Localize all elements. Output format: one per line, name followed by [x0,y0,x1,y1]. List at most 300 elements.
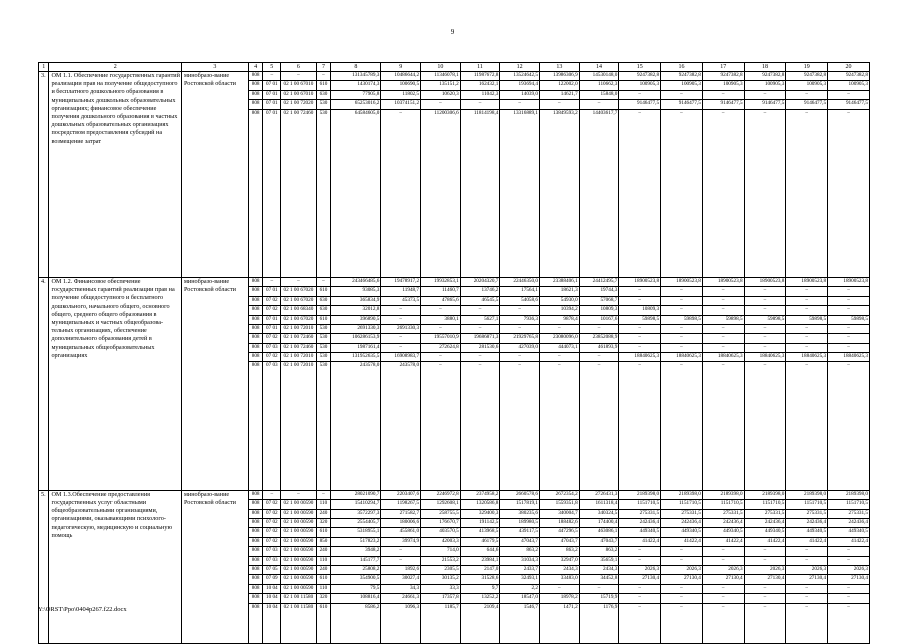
amount-cell: 18900523,8 [702,277,744,286]
column-number-cell: 4 [248,63,263,72]
column-number-cell: 9 [381,63,421,72]
amount-cell: 1320586,8 [460,500,500,509]
amount-cell: 5627,1 [460,315,500,324]
amount-cell: 1151710,5 [619,500,661,509]
budget-code-cell: – [316,72,331,81]
amount-cell: 2189398,0 [786,490,828,499]
amount-cell: 1430174,3 [331,81,381,90]
amount-cell: 1517819,1 [500,500,540,509]
budget-code-cell: 02 1 00 11580 [281,603,316,643]
amount-cell: 93085,3 [331,287,381,296]
amount-cell: – [460,306,500,315]
amount-cell: 281530,6 [460,343,500,352]
executor: минобразо-вание Ростовской области [182,490,249,643]
amount-cell: 449340,5 [828,528,870,537]
amount-cell: – [460,100,500,109]
column-number-cell: 11 [460,63,500,72]
amount-cell: – [661,343,703,352]
amount-cell: – [786,324,828,333]
amount-cell: – [619,343,661,352]
budget-code-cell: 02 1 00 68340 [281,306,316,315]
amount-cell: 2026,3 [786,565,828,574]
amount-cell: 18840625,3 [619,353,661,362]
amount-cell: 2026,3 [661,565,703,574]
amount-cell: 10374151,2 [381,100,421,109]
budget-code-cell: 10 04 [263,584,281,593]
amount-cell: 20204320,7 [460,277,500,286]
amount-cell: – [661,556,703,565]
amount-cell: – [661,324,703,333]
budget-code-cell: 07 02 [263,306,281,315]
amount-cell: 9146477,5 [702,100,744,109]
budget-code-cell: 240 [316,547,331,556]
amount-cell: – [381,334,421,343]
budget-code-cell: 808 [248,547,263,556]
amount-cell: – [702,109,744,277]
column-number-cell: 20 [828,63,870,72]
budget-code-cell: 02 1 00 00590 [281,509,316,518]
amount-cell: 23984,1 [460,556,500,565]
budget-code-cell: 808 [248,287,263,296]
amount-cell: 27130,4 [828,575,870,584]
amount-cell: 2433,7 [500,565,540,574]
amount-cell: 9146477,5 [661,100,703,109]
amount-cell: 65253016,2 [331,100,381,109]
amount-cell: 108816,4 [331,594,381,603]
amount-cell: – [460,324,500,333]
amount-cell: 863,2 [579,547,619,556]
amount-cell: – [828,109,870,277]
amount-cell: 59898,5 [744,315,786,324]
amount-cell: – [381,556,421,565]
budget-code-cell: 610 [316,81,331,90]
amount-cell: 11802,5 [381,90,421,99]
budget-code-cell: 02 1 00 00590 [281,565,316,574]
amount-cell: – [702,547,744,556]
amount-cell: 17564,1 [500,287,540,296]
amount-cell: – [702,584,744,593]
budget-code-cell: 02 1 00 72010 [281,353,316,362]
amount-cell: – [619,90,661,99]
budget-code-cell: 07 05 [263,565,281,574]
amount-cell: 100905,3 [786,81,828,90]
budget-code-cell: – [316,277,331,286]
amount-cell: 242436,4 [702,519,744,528]
amount-cell: 2434,3 [579,565,619,574]
amount-cell: – [579,362,619,490]
amount-cell: – [744,287,786,296]
budget-code-cell: 07 02 [263,334,281,343]
budget-code-cell: 320 [316,594,331,603]
amount-cell: 27130,4 [702,575,744,584]
budget-code-cell: 808 [248,90,263,99]
amount-cell: 2109,4 [460,603,500,643]
table-row [39,277,870,286]
amount-cell: 455861,0 [381,528,421,537]
budget-code-cell: 07 01 [263,81,281,90]
amount-cell: 13316889,1 [500,109,540,277]
amount-cell: 41422,4 [619,537,661,546]
amount-cell: – [702,362,744,490]
amount-cell: – [702,90,744,99]
budget-code-cell: – [281,277,316,286]
amount-cell: 380235,6 [500,509,540,518]
amount-cell: 1611318,4 [579,500,619,509]
column-number-cell: 2 [49,63,182,72]
budget-code-cell: 808 [248,556,263,565]
amount-cell: 427039,0 [500,343,540,352]
amount-cell: 18840625,3 [702,353,744,362]
budget-code-cell: 808 [248,334,263,343]
column-number-cell: 10 [421,63,461,72]
column-number-cell: 3 [182,63,249,72]
amount-cell: 13746,2 [460,287,500,296]
budget-code-cell: 02 1 00 00590 [281,537,316,546]
budget-code-cell: 808 [248,315,263,324]
amount-cell: – [661,109,703,277]
budget-code-cell: 07 03 [263,343,281,352]
amount-cell: 27130,4 [661,575,703,584]
amount-cell: 57068,7 [579,296,619,305]
amount-cell: 1151710,5 [786,500,828,509]
amount-cell: 110662,3 [579,81,619,90]
amount-cell: 180006,6 [381,519,421,528]
budget-code-cell: 240 [316,509,331,518]
amount-cell: 47043,7 [500,537,540,546]
budget-code-cell: 808 [248,109,263,277]
budget-code-cell: 320 [316,519,331,528]
amount-cell: – [828,584,870,593]
amount-cell: – [579,324,619,333]
amount-cell: 3572297,3 [331,509,381,518]
amount-cell: 1151710,5 [828,500,870,509]
amount-cell: 34452,8 [579,575,619,584]
budget-code-cell: 808 [248,575,263,584]
amount-cell: 10486644,2 [381,72,421,81]
amount-cell: 439117,5 [500,528,540,537]
budget-code-cell: 02 1 00 72010 [281,324,316,333]
amount-cell: 1185,7 [421,603,461,643]
amount-cell: 33483,0 [540,575,580,584]
amount-cell: 2691330,3 [381,324,421,333]
amount-cell: 54058,6 [500,296,540,305]
amount-cell: 32947,0 [540,556,580,565]
amount-cell: 9247382,8 [828,72,870,81]
amount-cell: 23852088,9 [579,334,619,343]
amount-cell: 7936,3 [500,315,540,324]
amount-cell: – [828,334,870,343]
measure-title: ОМ 1.3.Обеспечение предоставления государственных услуг областными общеобразовательными организациями, организациями, оказывающими психолого-педагогическую, медицинскую и социальную помощь [49,490,182,643]
budget-code-cell: 07 02 [263,296,281,305]
amount-cell: 1096,3 [381,603,421,643]
amount-cell: 275331,5 [702,509,744,518]
amount-cell: 27130,4 [619,575,661,584]
amount-cell: 59898,5 [786,315,828,324]
amount-cell: 135151,2 [421,81,461,90]
amount-cell: 10167,6 [579,315,619,324]
amount-cell: – [421,100,461,109]
budget-code-cell: 10 04 [263,594,281,603]
amount-cell: 45373,5 [381,296,421,305]
amount-cell: 22446350,0 [500,277,540,286]
row-number: 3. [39,72,49,278]
amount-cell: – [702,296,744,305]
amount-cell: 444073,1 [540,343,580,352]
amount-cell: 9247382,8 [702,72,744,81]
amount-cell: 2026,3 [702,565,744,574]
table-body [39,63,870,644]
amount-cell: 131345789,3 [331,72,381,81]
amount-cell: 10620,3 [421,90,461,99]
amount-cell: 2189398,0 [661,490,703,499]
budget-code-cell: 07 03 [263,362,281,490]
budget-code-cell: 110 [316,556,331,565]
amount-cell: – [744,306,786,315]
amount-cell: 2026,3 [619,565,661,574]
amount-cell: 59898,5 [828,315,870,324]
amount-cell: 1198267,5 [381,500,421,509]
column-number-cell: 16 [661,63,703,72]
budget-code-cell: 07 01 [263,90,281,99]
budget-code-cell: 02 1 00 67010 [281,90,316,99]
amount-cell: – [744,343,786,352]
budget-code-cell: 07 03 [263,556,281,565]
amount-cell: 2726431,3 [579,490,619,499]
amount-cell: 47043,7 [540,537,580,546]
amount-cell: 1892,6 [381,565,421,574]
amount-cell: 1176,9 [579,603,619,643]
amount-cell: 275331,5 [619,509,661,518]
amount-cell: – [702,324,744,333]
amount-cell: – [828,594,870,603]
budget-code-cell: 02 1 00 00590 [281,547,316,556]
amount-cell: 9247382,8 [744,72,786,81]
amount-cell: 174400,4 [579,519,619,528]
budget-code-cell: 808 [248,537,263,546]
amount-cell: – [702,306,744,315]
amount-cell: – [744,547,786,556]
amount-cell: – [661,296,703,305]
amount-cell: 41422,4 [702,537,744,546]
amount-cell: – [661,547,703,556]
amount-cell: 2203407,6 [381,490,421,499]
budget-code-cell: 808 [248,565,263,574]
amount-cell: 18840625,3 [744,353,786,362]
amount-cell: 2,2 [500,584,540,593]
amount-cell: – [619,547,661,556]
amount-cell: 18900523,8 [786,277,828,286]
amount-cell: 644,6 [460,547,500,556]
column-number-cell: 13 [540,63,580,72]
budget-code-cell: 07 02 [263,519,281,528]
budget-code-cell: 808 [248,584,263,593]
budget-code-cell: 530 [316,109,331,277]
amount-cell: 145177,7 [331,556,381,565]
amount-cell: 25808,2 [331,565,381,574]
amount-cell: 31528,6 [460,575,500,584]
amount-cell: – [786,287,828,296]
amount-cell: – [661,334,703,343]
amount-cell: 449340,5 [702,528,744,537]
amount-cell: 59898,5 [702,315,744,324]
budget-code-cell: 808 [248,353,263,362]
amount-cell: 33,3 [421,584,461,593]
amount-cell: – [661,90,703,99]
budget-code-cell: 530 [316,362,331,490]
amount-cell: 19478917,2 [381,277,421,286]
budget-code-cell: 808 [248,362,263,490]
amount-cell: 275331,5 [828,509,870,518]
amount-cell: 275331,5 [661,509,703,518]
amount-cell: – [786,556,828,565]
amount-cell: – [744,324,786,333]
amount-cell: 10809,3 [579,306,619,315]
amount-cell: – [421,362,461,490]
amount-cell: 1546,7 [500,603,540,643]
amount-cell: 11200306,6 [421,109,461,277]
amount-cell: 2434,3 [540,565,580,574]
amount-cell: 2246972,8 [421,490,461,499]
amount-cell: 2189398,0 [828,490,870,499]
amount-cell: 35659,1 [579,556,619,565]
amount-cell: – [381,306,421,315]
amount-cell: 19557010,9 [421,334,461,343]
budget-code-cell: 07 09 [263,575,281,584]
amount-cell: – [786,594,828,603]
budget-code-cell: 808 [248,519,263,528]
amount-cell: – [702,594,744,603]
column-number-cell: 19 [786,63,828,72]
budget-code-cell: 610 [316,528,331,537]
amount-cell: 189980,5 [500,519,540,528]
budget-code-cell: 07 02 [263,353,281,362]
budget-code-cell: 240 [316,565,331,574]
amount-cell: – [619,109,661,277]
amount-cell: 1151710,5 [702,500,744,509]
amount-cell: – [381,343,421,352]
budget-code-cell: 02 1 00 67020 [281,287,316,296]
amount-cell: – [619,603,661,643]
amount-cell: – [500,362,540,490]
amount-cell: – [828,287,870,296]
amount-cell: – [661,306,703,315]
amount-cell: 18840625,3 [828,353,870,362]
table-row [39,72,870,81]
column-number-cell: 6 [281,63,316,72]
budget-code-cell: 808 [248,343,263,352]
budget-code-cell: 07 01 [263,100,281,109]
amount-cell: 2660578,6 [500,490,540,499]
column-number-cell: 12 [500,63,540,72]
amount-cell: 10394,2 [540,306,580,315]
amount-cell: 2147,0 [460,565,500,574]
amount-cell: – [661,584,703,593]
amount-cell: 47865,6 [421,296,461,305]
amount-cell: – [702,603,744,643]
measure-title: ОМ 1.2. Финансовое обеспечение государственных гарантий реализации прав на получение общедоступного и бесплатного дошкольного, начального общего, основного общего, среднего общего образования в муниципальных и частных общеобразова-тельных организациях, обеспечение дополнительного образования детей в муниципальных общеобразовательных организациях [49,277,182,490]
executor: минобразо-вание Ростовской области [182,277,249,490]
budget-code-cell: 808 [248,509,263,518]
amount-cell: 39974,9 [381,537,421,546]
amount-cell: 9146477,5 [828,100,870,109]
column-number-cell: 15 [619,63,661,72]
budget-code-cell: 110 [316,584,331,593]
amount-cell: 32012,8 [331,306,381,315]
amount-cell: – [661,362,703,490]
amount-cell: – [786,343,828,352]
amount-cell: 18547,0 [500,594,540,603]
amount-cell: 18621,3 [540,287,580,296]
amount-cell: – [828,547,870,556]
amount-cell: 463086,1 [579,528,619,537]
amount-cell: 271582,7 [381,509,421,518]
amount-cell: 17357,8 [421,594,461,603]
amount-cell: 2189398,0 [702,490,744,499]
amount-cell: 242436,4 [619,519,661,528]
amount-cell: 329400,3 [460,509,500,518]
budget-code-cell: 07 01 [263,324,281,333]
amount-cell: 340004,7 [540,509,580,518]
amount-cell: 354900,5 [331,575,381,584]
amount-cell: – [828,324,870,333]
amount-cell: 863,2 [500,547,540,556]
amount-cell: – [744,594,786,603]
amount-cell: 365834,9 [331,296,381,305]
amount-cell: 193694,4 [500,81,540,90]
budget-code-cell: 07 01 [263,109,281,277]
row-number: 4. [39,277,49,490]
amount-cell: 9247382,8 [661,72,703,81]
amount-cell: 15410294,7 [331,500,381,509]
amount-cell: – [500,353,540,362]
amount-cell: 11948,7 [381,287,421,296]
amount-cell: – [579,353,619,362]
amount-cell: 41422,4 [786,537,828,546]
amount-cell: – [579,100,619,109]
amount-cell: 517823,2 [331,537,381,546]
budget-code-cell: 10 04 [263,603,281,643]
amount-cell: 10809,3 [619,306,661,315]
budget-code-cell: 07 02 [263,528,281,537]
amount-cell: 18900523,8 [619,277,661,286]
amount-cell: 41422,4 [744,537,786,546]
amount-cell: 24412495,7 [579,277,619,286]
amount-cell: 18840625,3 [786,353,828,362]
amount-cell: 275331,5 [744,509,786,518]
amount-cell: 2026,3 [828,565,870,574]
budget-code-cell: 02 1 00 11580 [281,594,316,603]
budget-code-cell: 07 03 [263,547,281,556]
budget-code-cell: 610 [316,575,331,584]
amount-cell: 714,0 [421,547,461,556]
budget-code-cell: 630 [316,296,331,305]
amount-cell: – [540,362,580,490]
budget-code-cell: 530 [316,324,331,333]
budget-code-cell: 808 [248,603,263,643]
amount-cell: 41422,4 [828,537,870,546]
budget-code-cell: 02 1 00 00590 [281,528,316,537]
amount-cell: – [381,109,421,277]
amount-cell: 162432,1 [460,81,500,90]
column-number-row [39,63,870,72]
column-number-cell: 5 [263,63,281,72]
amount-cell: 243578,0 [381,362,421,490]
amount-cell: 14621,7 [540,90,580,99]
amount-cell: 5318955,1 [331,528,381,537]
amount-cell: 449340,5 [744,528,786,537]
amount-cell: – [619,287,661,296]
amount-cell: – [828,296,870,305]
